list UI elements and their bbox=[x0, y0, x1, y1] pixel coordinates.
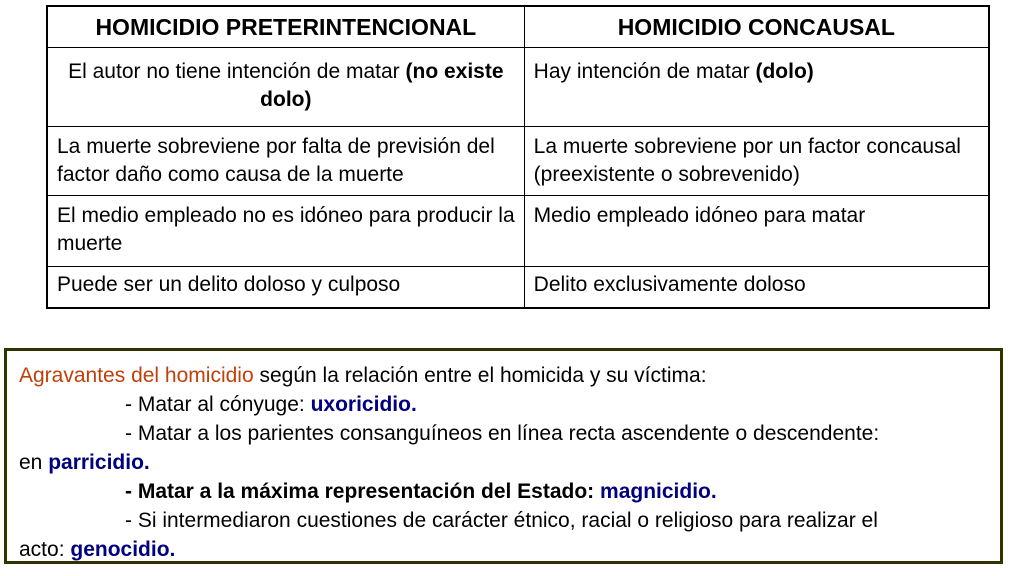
comparison-table bbox=[46, 5, 990, 309]
box-intro-text: según la relación entre el homicida y su víctima: bbox=[253, 364, 707, 387]
table-row bbox=[47, 196, 989, 267]
cell-bold-text: (no existe dolo) bbox=[260, 60, 504, 111]
cell-bold-text: (dolo) bbox=[755, 60, 814, 83]
item-end: . bbox=[169, 538, 176, 561]
item-prefix: en bbox=[19, 451, 49, 474]
item-end: . bbox=[410, 393, 417, 416]
cell-text: El autor no tiene intención de matar bbox=[68, 60, 406, 83]
item-prefix: - Matar al cónyuge: bbox=[125, 393, 311, 416]
header-preterintencional: HOMICIDIO PRETERINTENCIONAL bbox=[47, 6, 524, 48]
item-term: parricidio bbox=[48, 451, 144, 474]
list-item-line2 bbox=[19, 448, 988, 477]
item-prefix: - Matar a la máxima representación del Estado: bbox=[125, 480, 601, 503]
table-row bbox=[47, 267, 989, 309]
cell-right bbox=[524, 48, 989, 127]
box-intro bbox=[19, 361, 988, 390]
item-end: . bbox=[710, 480, 717, 503]
table-row bbox=[47, 48, 989, 127]
cell-left: La muerte sobreviene por falta de previsión del factor daño como causa de la muerte bbox=[47, 127, 524, 196]
list-item-line1: - Matar a los parientes consanguíneos en línea recta ascendente o descendente: bbox=[125, 422, 880, 445]
cell-text: Hay intención de matar bbox=[533, 60, 756, 83]
list-item bbox=[19, 390, 988, 419]
header-concausal: HOMICIDIO CONCAUSAL bbox=[524, 6, 989, 48]
table-header-row bbox=[47, 6, 989, 48]
list-item-line1: - Si intermediaron cuestiones de carácter étnico, racial o religioso para realizar el bbox=[125, 509, 878, 532]
list-item bbox=[19, 477, 988, 506]
item-end: . bbox=[143, 451, 150, 474]
table-row bbox=[47, 127, 989, 196]
cell-left bbox=[47, 48, 524, 127]
cell-left: El medio empleado no es idóneo para producir la muerte bbox=[47, 196, 524, 267]
item-term: genocidio bbox=[70, 538, 170, 561]
cell-right: La muerte sobreviene por un factor concausal (preexistente o sobrevenido) bbox=[524, 127, 989, 196]
cell-right: Delito exclusivamente doloso bbox=[524, 267, 989, 309]
cell-left: Puede ser un delito doloso y culposo bbox=[47, 267, 524, 309]
cell-right: Medio empleado idóneo para matar bbox=[524, 196, 989, 267]
box-title: Agravantes del homicidio bbox=[19, 364, 254, 387]
aggravating-factors-box bbox=[4, 348, 1003, 564]
item-term: magnicidio bbox=[600, 480, 711, 503]
list-item-line2 bbox=[19, 535, 988, 564]
item-term: uxoricidio bbox=[310, 393, 411, 416]
item-prefix: acto: bbox=[19, 538, 71, 561]
